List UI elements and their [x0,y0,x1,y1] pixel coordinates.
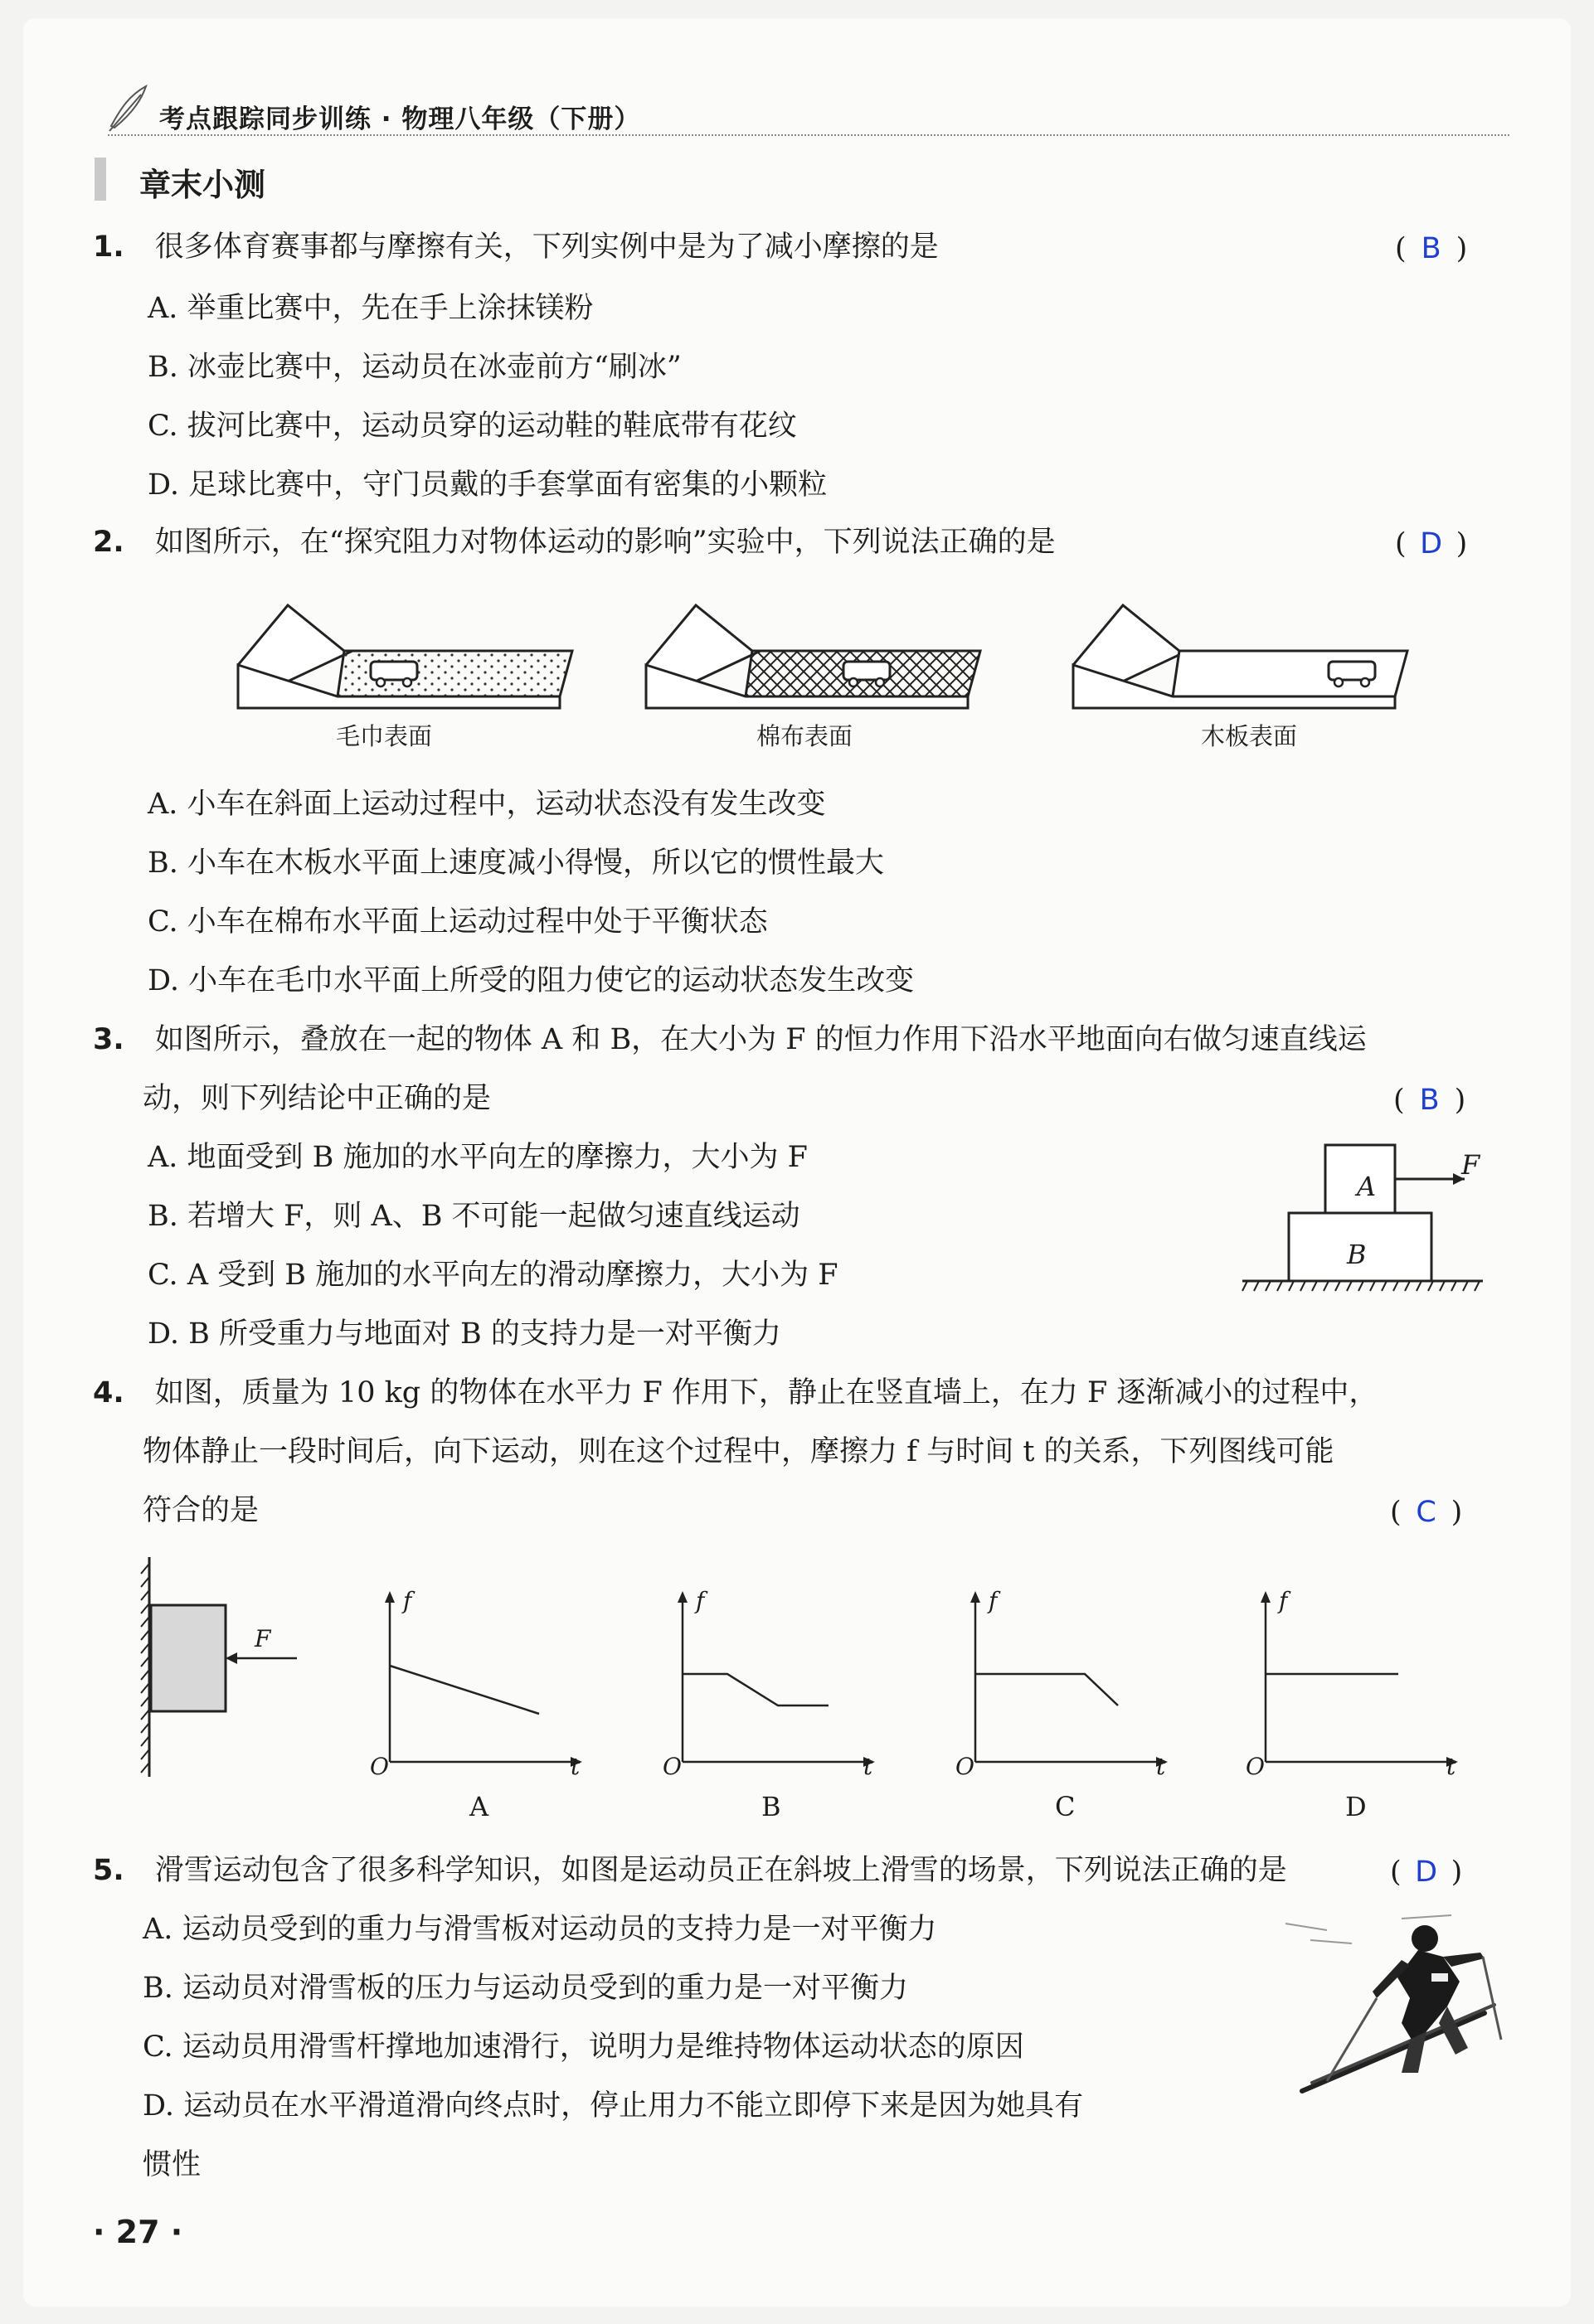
q5-text: 滑雪运动包含了很多科学知识，如图是运动员正在斜坡上滑雪的场景，下列说法正确的是 [154,1854,1287,1887]
wood-surface-figure [1072,605,1420,721]
q1-stem [93,229,939,265]
q5-option-d: D. 运动员在水平滑道滑向终点时，停止用力不能立即停下来是因为她具有 [143,2089,1084,2123]
graph-a-x-label: t [571,1753,581,1780]
q1-text: 很多体育赛事都与摩擦有关，下列实例中是为了减小摩擦的是 [154,230,939,264]
graph-b-x-label: t [863,1753,873,1780]
graph-c-x-label: t [1156,1753,1166,1780]
paren-open: ( [1390,1856,1402,1889]
graph-b [658,1588,890,1787]
q1-option-b: B. 冰壶比赛中，运动员在冰壶前方“刷冰” [148,351,682,384]
graph-c-y-label: f [989,1587,998,1614]
paren-close: ) [1451,1496,1463,1529]
graph-d-y-label: f [1279,1587,1288,1614]
caption-cotton: 棉布表面 [756,722,853,750]
graph-c [950,1588,1183,1787]
q3-option-d: D. B 所受重力与地面对 B 的支持力是一对平衡力 [148,1317,781,1351]
q2-option-a: A. 小车在斜面上运动过程中，运动状态没有发生改变 [148,788,826,821]
skier-image [1277,1907,1509,2098]
q5-answer-value: D [1415,1856,1438,1889]
q2-option-d: D. 小车在毛巾水平面上所受的阻力使它的运动状态发生改变 [148,964,915,997]
paren-close: ) [1455,527,1468,560]
q2-answer-value: D [1420,527,1443,560]
q5-answer [1390,1854,1462,1890]
q2-option-b: B. 小车在木板水平面上速度减小得慢，所以它的惯性最大 [148,847,884,880]
q1-option-d: D. 足球比赛中，守门员戴的手套掌面有密集的小颗粒 [148,468,828,502]
paren-open: ( [1395,527,1407,560]
q1-answer-value: B [1421,232,1441,265]
block-b-label: B [1347,1239,1367,1270]
q3-option-b: B. 若增大 F，则 A、B 不可能一起做匀速直线运动 [148,1200,800,1233]
q2-text: 如图所示，在“探究阻力对物体运动的影响”实验中，下列说法正确的是 [154,526,1056,559]
q4-stem-line1 [93,1375,1378,1411]
paren-close: ) [1454,1084,1466,1117]
graph-a-name: A [469,1791,489,1822]
graph-c-name: C [1055,1791,1076,1822]
q5-option-b: B. 运动员对滑雪板的压力与运动员受到的重力是一对平衡力 [143,1972,908,2005]
caption-wood: 木板表面 [1201,722,1298,750]
q3-answer [1393,1082,1465,1118]
q3-answer-value: B [1419,1084,1440,1117]
q4-stem-line3: 符合的是 [143,1494,260,1527]
q2-stem [93,524,1056,560]
q3-number: 3. [93,1023,124,1056]
q3-stem-line2: 动，则下列结论中正确的是 [143,1082,492,1115]
q5-stem [93,1852,1287,1889]
wall-block-figure [139,1557,305,1781]
page-number: · 27 · [93,2214,183,2250]
graph-b-origin: O [663,1753,682,1780]
q1-option-a: A. 举重比赛中，先在手上涂抹镁粉 [148,292,594,325]
graph-d [1241,1588,1473,1787]
header-title: 考点跟踪同步训练 · 物理八年级（下册） [159,104,641,134]
q1-answer [1395,230,1467,267]
cotton-surface-figure [644,605,993,721]
graph-b-y-label: f [696,1587,705,1614]
wall-force-label: F [255,1625,271,1652]
q4-answer [1390,1494,1462,1531]
q4-stem-line2: 物体静止一段时间后，向下运动，则在这个过程中，摩擦力 f 与时间 t 的关系，下列图线可能 [143,1435,1334,1468]
paren-close: ) [1455,232,1468,265]
q1-option-c: C. 拔河比赛中，运动员穿的运动鞋的鞋底带有花纹 [148,410,797,443]
graph-d-origin: O [1246,1753,1265,1780]
graph-a-origin: O [370,1753,389,1780]
section-bar [95,158,106,201]
paren-open: ( [1390,1496,1402,1529]
q2-option-c: C. 小车在棉布水平面上运动过程中处于平衡状态 [148,905,768,939]
graph-b-name: B [761,1791,781,1822]
q5-option-c: C. 运动员用滑雪杆撑地加速滑行，说明力是维持物体运动状态的原因 [143,2030,1024,2064]
towel-surface-figure [236,605,585,721]
paren-open: ( [1395,232,1407,265]
graph-d-x-label: t [1446,1753,1456,1780]
q3-stem-line1 [93,1021,1367,1058]
q5-option-d-cont: 惯性 [143,2148,202,2181]
q1-number: 1. [93,230,124,264]
page-header [108,98,1509,136]
graph-a [365,1588,597,1787]
force-f-label: F [1461,1149,1480,1181]
q4-text-1: 如图，质量为 10 kg 的物体在水平力 F 作用下，静止在竖直墙上，在力 F 逐渐减小的过程中， [154,1376,1378,1409]
paren-close: ) [1451,1856,1463,1889]
q3-text-1: 如图所示，叠放在一起的物体 A 和 B，在大小为 F 的恒力作用下沿水平地面向右做匀速直线运 [154,1023,1367,1056]
q3-option-c: C. A 受到 B 施加的水平向左的滑动摩擦力，大小为 F [148,1259,838,1292]
caption-towel: 毛巾表面 [336,722,433,750]
q2-number: 2. [93,526,124,559]
graph-d-name: D [1345,1791,1367,1822]
q4-number: 4. [93,1376,124,1409]
block-a-label: A [1357,1171,1377,1202]
feather-icon [104,83,154,133]
q2-answer [1395,526,1467,562]
stacked-blocks-figure [1242,1140,1491,1306]
q5-option-a: A. 运动员受到的重力与滑雪板对运动员的支持力是一对平衡力 [143,1913,937,1946]
graph-a-y-label: f [403,1587,412,1614]
section-title: 章末小测 [139,167,266,203]
q3-option-a: A. 地面受到 B 施加的水平向左的摩擦力，大小为 F [148,1141,808,1174]
q5-number: 5. [93,1854,124,1887]
paren-open: ( [1393,1084,1405,1117]
q4-answer-value: C [1416,1496,1436,1529]
graph-c-origin: O [955,1753,974,1780]
